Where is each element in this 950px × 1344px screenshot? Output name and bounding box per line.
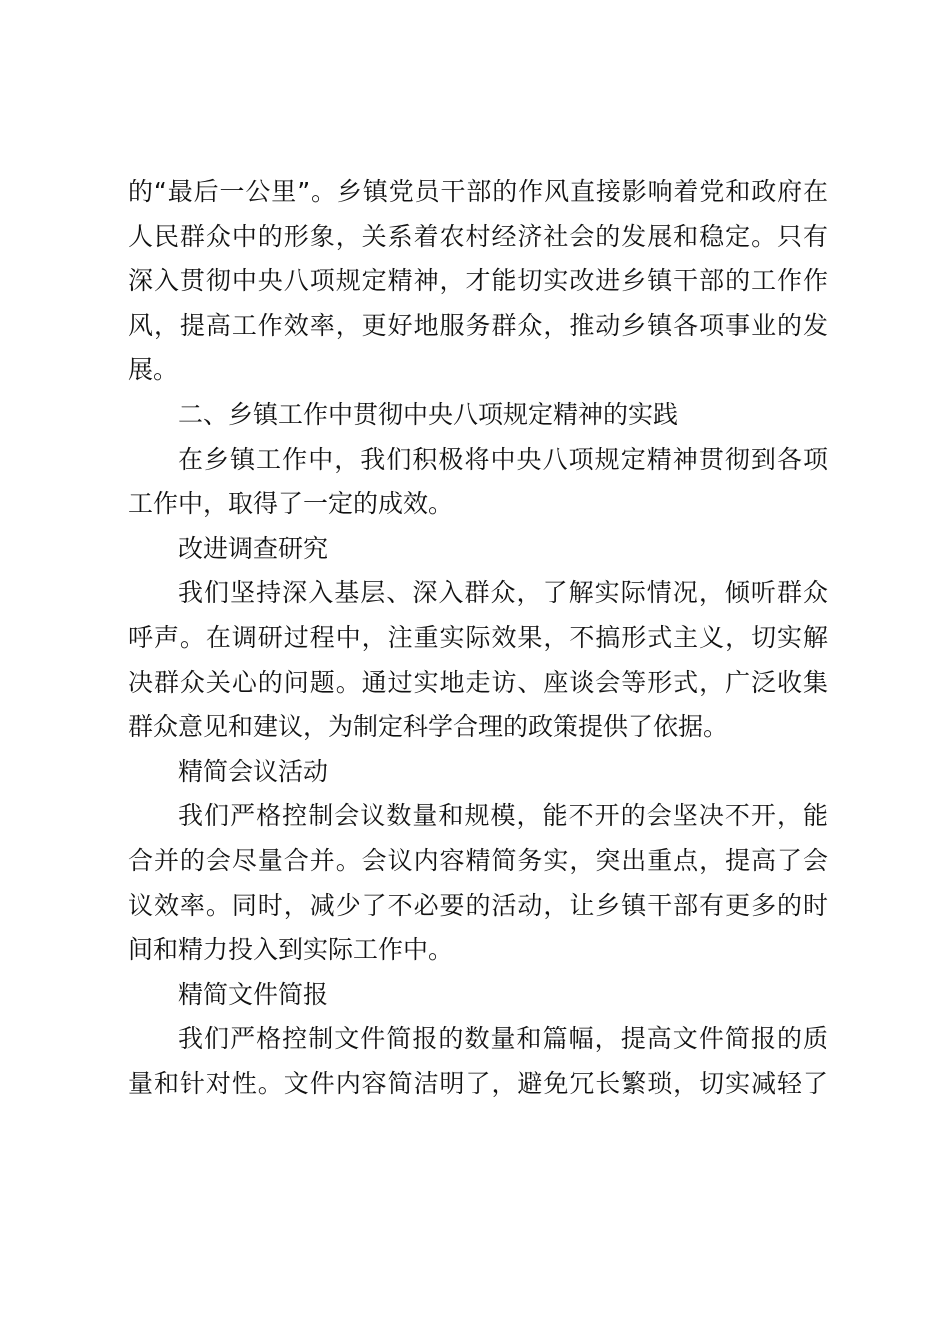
- paragraph: [128, 794, 828, 972]
- text-line: 人民群众中的形象，关系着农村经济社会的发展和稳定。只有: [128, 221, 828, 251]
- text-line: 间和精力投入到实际工作中。: [128, 935, 454, 965]
- paragraph: [128, 170, 828, 393]
- paragraph: [128, 438, 828, 527]
- document-body: [128, 170, 828, 1106]
- text-line: 我们严格控制文件简报的数量和篇幅，提高文件简报的质: [178, 1024, 828, 1054]
- text-line: 呼声。在调研过程中，注重实际效果，不搞形式主义，切实解: [128, 622, 828, 652]
- text-line: 合并的会尽量合并。会议内容精简务实，突出重点，提高了会: [128, 845, 828, 875]
- subheading: [128, 527, 828, 572]
- section-heading: [128, 393, 828, 438]
- subheading: [128, 973, 828, 1018]
- subheading: [128, 750, 828, 795]
- text-line: 决群众关心的问题。通过实地走访、座谈会等形式，广泛收集: [128, 667, 828, 697]
- text-line: 在乡镇工作中，我们积极将中央八项规定精神贯彻到各项: [178, 444, 828, 474]
- text-line: 我们坚持深入基层、深入群众，了解实际情况，倾听群众: [178, 578, 828, 608]
- text-line: 群众意见和建议，为制定科学合理的政策提供了依据。: [128, 712, 729, 742]
- text-line: 风，提高工作效率，更好地服务群众，推动乡镇各项事业的发: [128, 310, 828, 340]
- text-line: 的“最后一公里”。乡镇党员干部的作风直接影响着党和政府在: [128, 177, 828, 206]
- heading-text: 二、乡镇工作中贯彻中央八项规定精神的实践: [178, 399, 679, 429]
- text-line: 深入贯彻中央八项规定精神，才能切实改进乡镇干部的工作作: [128, 266, 828, 296]
- heading-text: 精简文件简报: [178, 979, 329, 1009]
- text-line: 量和针对性。文件内容简洁明了，避免冗长繁琐，切实减轻了: [128, 1068, 828, 1098]
- text-line: 工作中，取得了一定的成效。: [128, 489, 454, 519]
- text-line: 议效率。同时，减少了不必要的活动，让乡镇干部有更多的时: [128, 890, 828, 920]
- heading-text: 改进调查研究: [178, 533, 329, 563]
- paragraph: [128, 1017, 828, 1106]
- text-line: 我们严格控制会议数量和规模，能不开的会坚决不开，能: [178, 801, 828, 831]
- text-line: 展。: [128, 355, 179, 385]
- paragraph: [128, 571, 828, 749]
- heading-text: 精简会议活动: [178, 756, 329, 786]
